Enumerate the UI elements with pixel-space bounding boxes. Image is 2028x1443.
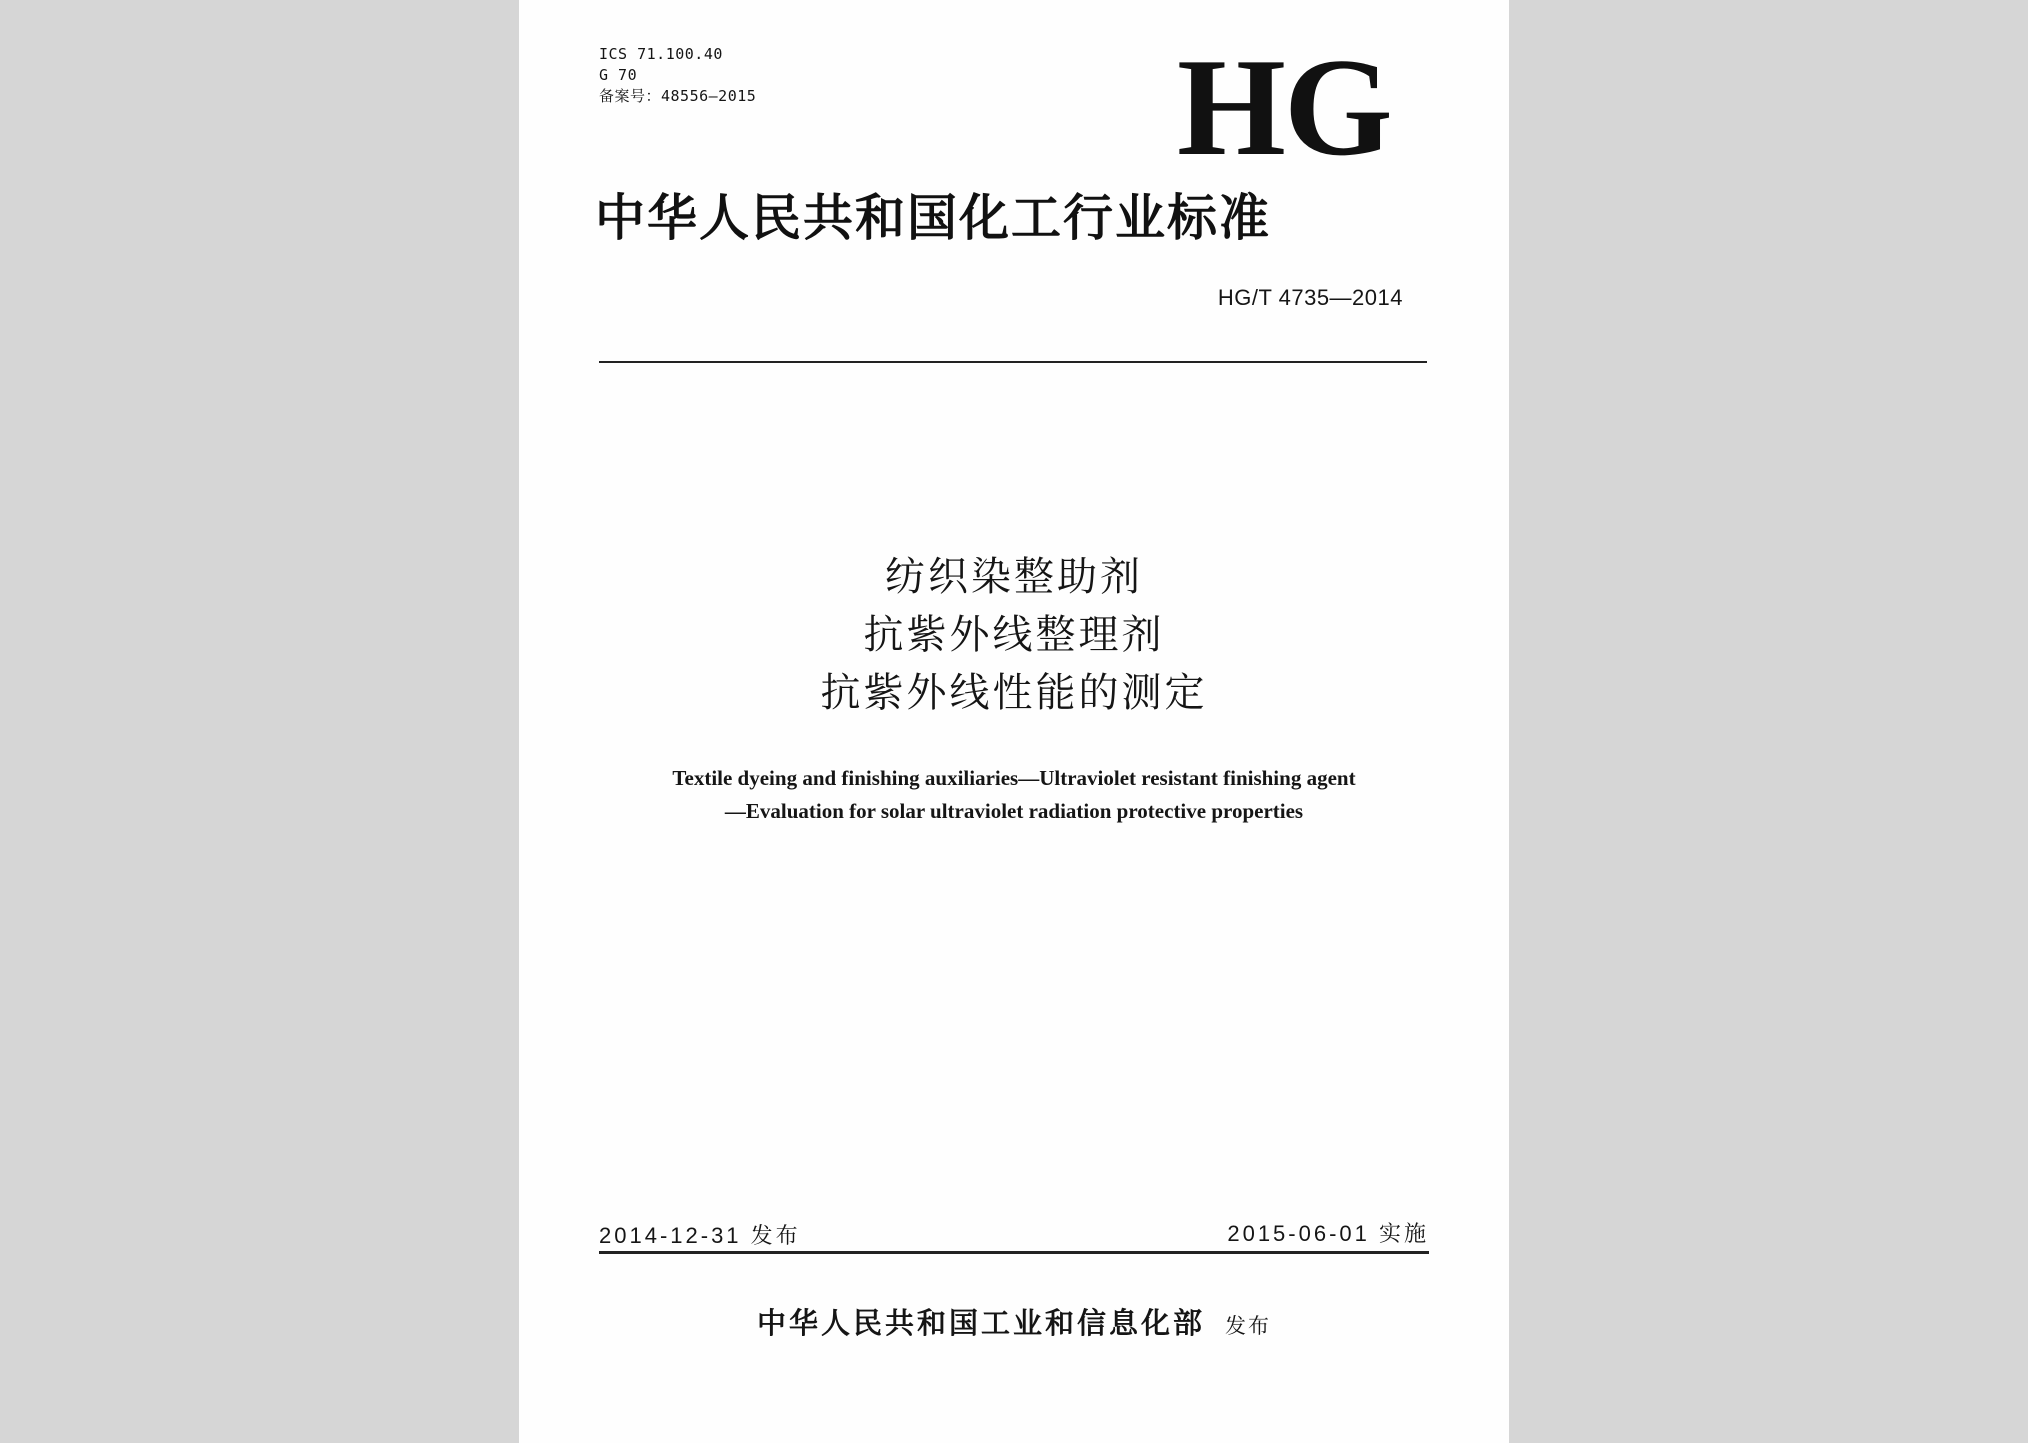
english-title — [519, 762, 1509, 828]
top-divider — [599, 361, 1427, 363]
document-page — [519, 0, 1509, 1443]
chinese-title-line: 抗紫外线整理剂 — [863, 612, 1165, 658]
filing-number: 备案号：48556—2015 — [599, 87, 757, 105]
ics-code: ICS 71.100.40 — [599, 45, 723, 63]
bottom-divider — [599, 1251, 1429, 1254]
implement-date: 2015-06-01 实施 — [1227, 1221, 1429, 1246]
chinese-title-line: 纺织染整助剂 — [885, 554, 1143, 600]
classification-codes — [599, 44, 756, 107]
chinese-title — [519, 548, 1509, 722]
hg-logo: HG — [1177, 30, 1391, 185]
english-title-line: Textile dyeing and finishing auxiliaries—Ultraviolet resistant finishing agent — [672, 766, 1356, 790]
publish-date: 2014-12-31 发布 — [599, 1223, 801, 1248]
standard-number: HG/T 4735—2014 — [1217, 285, 1403, 310]
issuer-name: 中华人民共和国工业和信息化部 — [756, 1306, 1205, 1340]
ccs-code: G 70 — [599, 66, 638, 84]
english-title-line: —Evaluation for solar ultraviolet radiation protective properties — [724, 799, 1304, 823]
issuer-line — [519, 1301, 1509, 1342]
issuer-verb: 发布 — [1225, 1314, 1271, 1338]
chinese-title-line: 抗紫外线性能的测定 — [820, 670, 1208, 716]
organization-title: 中华人民共和国化工行业标准 — [595, 189, 1271, 247]
